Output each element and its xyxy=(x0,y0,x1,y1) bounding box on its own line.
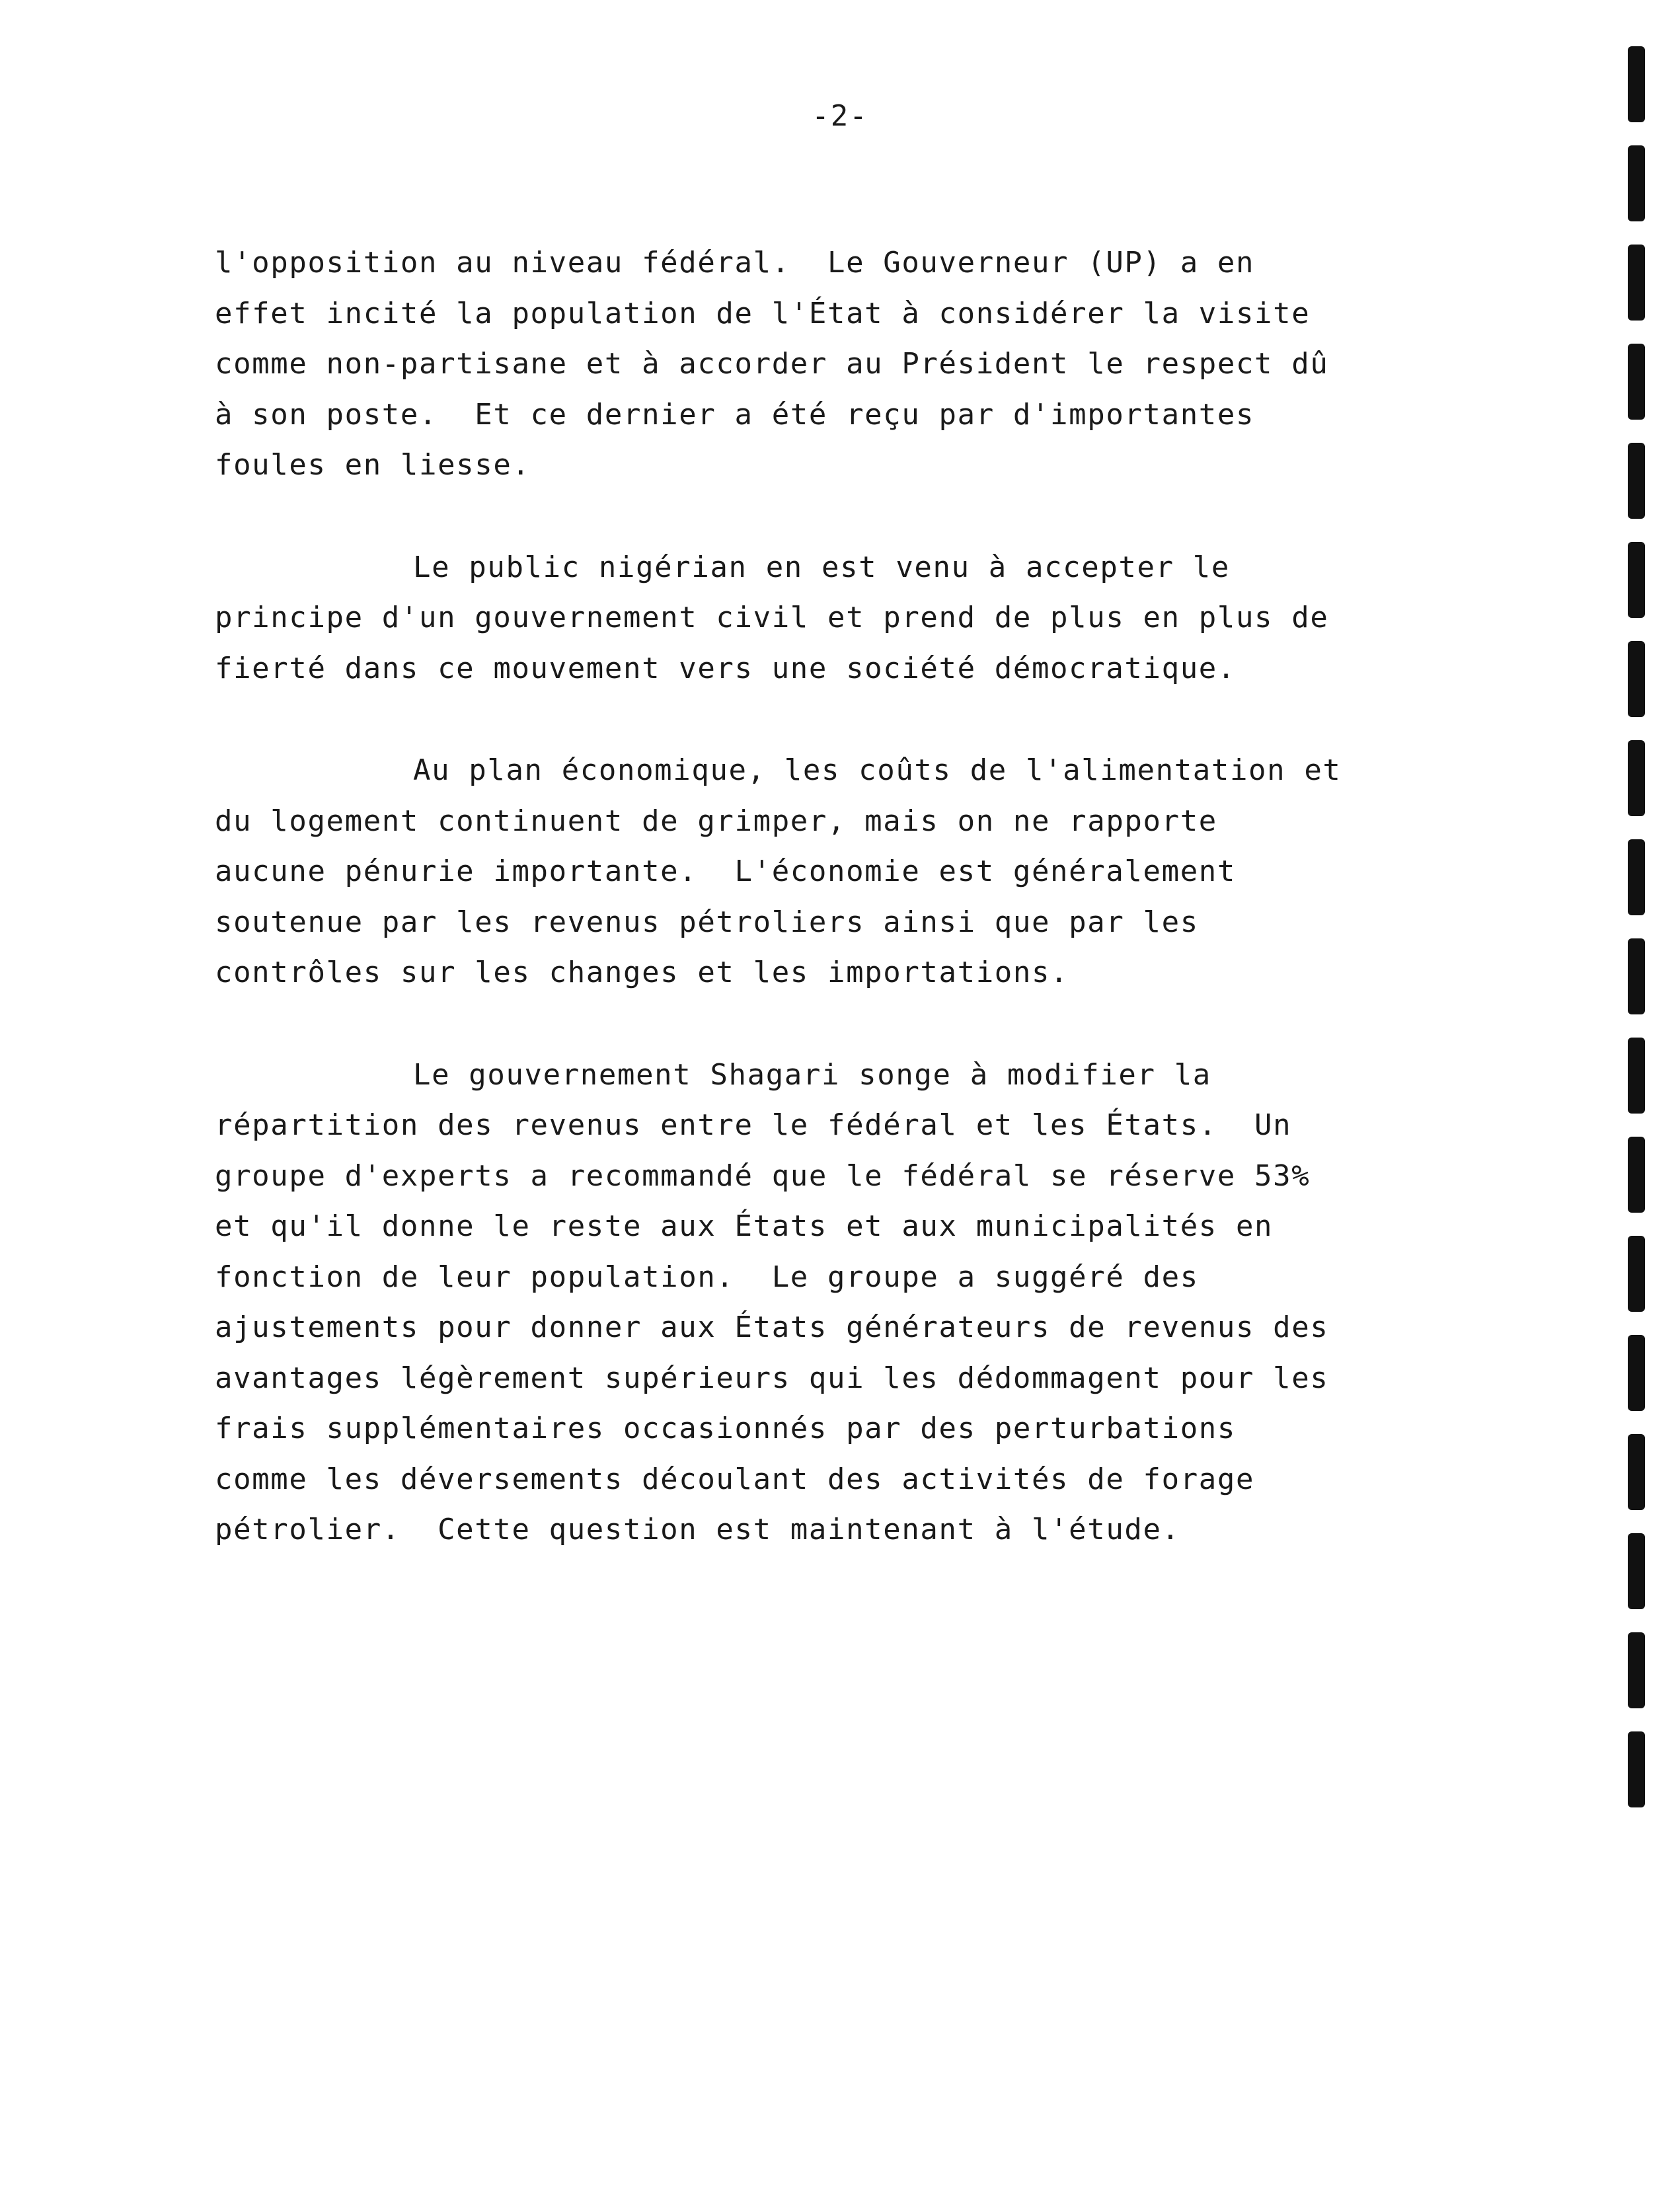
binding-hole-mark xyxy=(1628,245,1645,321)
binding-hole-mark xyxy=(1628,938,1645,1014)
text-line: aucune pénurie importante. L'économie est généralement xyxy=(215,854,1236,888)
binding-hole-mark xyxy=(1628,344,1645,420)
text-line: fonction de leur population. Le groupe a suggéré des xyxy=(215,1260,1199,1294)
text-line: comme les déversements découlant des activités de forage xyxy=(215,1462,1255,1496)
text-line: effet incité la population de l'État à considérer la visite xyxy=(215,296,1311,330)
text-line: du logement continuent de grimper, mais on ne rapporte xyxy=(215,804,1217,838)
text-line: contrôles sur les changes et les importations. xyxy=(215,956,1069,989)
document-body xyxy=(215,238,1470,1556)
paragraph-2 xyxy=(215,543,1470,695)
text-line: soutenue par les revenus pétroliers ainsi que par les xyxy=(215,905,1199,939)
text-line: principe d'un gouvernement civil et prend de plus en plus de xyxy=(215,601,1329,634)
binding-hole-mark xyxy=(1628,443,1645,519)
binding-hole-mark xyxy=(1628,1038,1645,1114)
binding-holes-strip xyxy=(1623,0,1662,2200)
text-line: ajustements pour donner aux États générateurs de revenus des xyxy=(215,1310,1329,1344)
binding-hole-mark xyxy=(1628,145,1645,221)
binding-holes-graphic xyxy=(1623,0,1662,2200)
binding-hole-mark xyxy=(1628,641,1645,717)
binding-hole-mark xyxy=(1628,46,1645,122)
text-line: Au plan économique, les coûts de l'alimentation et xyxy=(413,753,1342,787)
page-number: -2- xyxy=(812,99,868,133)
binding-hole-mark xyxy=(1628,1632,1645,1708)
text-line: avantages légèrement supérieurs qui les dédommagent pour les xyxy=(215,1361,1329,1395)
binding-hole-mark xyxy=(1628,1335,1645,1411)
text-line: à son poste. Et ce dernier a été reçu par d'importantes xyxy=(215,397,1255,432)
text-line: frais supplémentaires occasionnés par des perturbations xyxy=(215,1412,1236,1445)
binding-hole-mark xyxy=(1628,1137,1645,1213)
text-line: foules en liesse. xyxy=(215,448,531,482)
text-line: groupe d'experts a recommandé que le fédéral se réserve 53% xyxy=(215,1158,1311,1193)
text-line: comme non-partisane et à accorder au Président le respect dû xyxy=(215,347,1329,381)
binding-hole-mark xyxy=(1628,1533,1645,1609)
text-line: fierté dans ce mouvement vers une société démocratique. xyxy=(215,651,1236,685)
text-line: Le gouvernement Shagari songe à modifier la xyxy=(413,1057,1211,1092)
binding-hole-mark xyxy=(1628,1236,1645,1312)
paragraph-1 xyxy=(215,238,1470,491)
text-line: pétrolier. Cette question est maintenant à l'étude. xyxy=(215,1513,1180,1546)
text-line: et qu'il donne le reste aux États et aux municipalités en xyxy=(215,1209,1274,1243)
binding-hole-mark xyxy=(1628,839,1645,915)
paragraph-4 xyxy=(215,1050,1470,1556)
binding-hole-mark xyxy=(1628,542,1645,618)
paragraph-3 xyxy=(215,745,1470,999)
binding-hole-mark xyxy=(1628,1731,1645,1807)
binding-hole-mark xyxy=(1628,1434,1645,1510)
binding-hole-mark xyxy=(1628,740,1645,816)
text-line: l'opposition au niveau fédéral. Le Gouverneur (UP) a en xyxy=(215,246,1255,280)
text-line: répartition des revenus entre le fédéral et les États. Un xyxy=(215,1108,1292,1142)
text-line: Le public nigérian en est venu à accepter le xyxy=(413,550,1230,584)
